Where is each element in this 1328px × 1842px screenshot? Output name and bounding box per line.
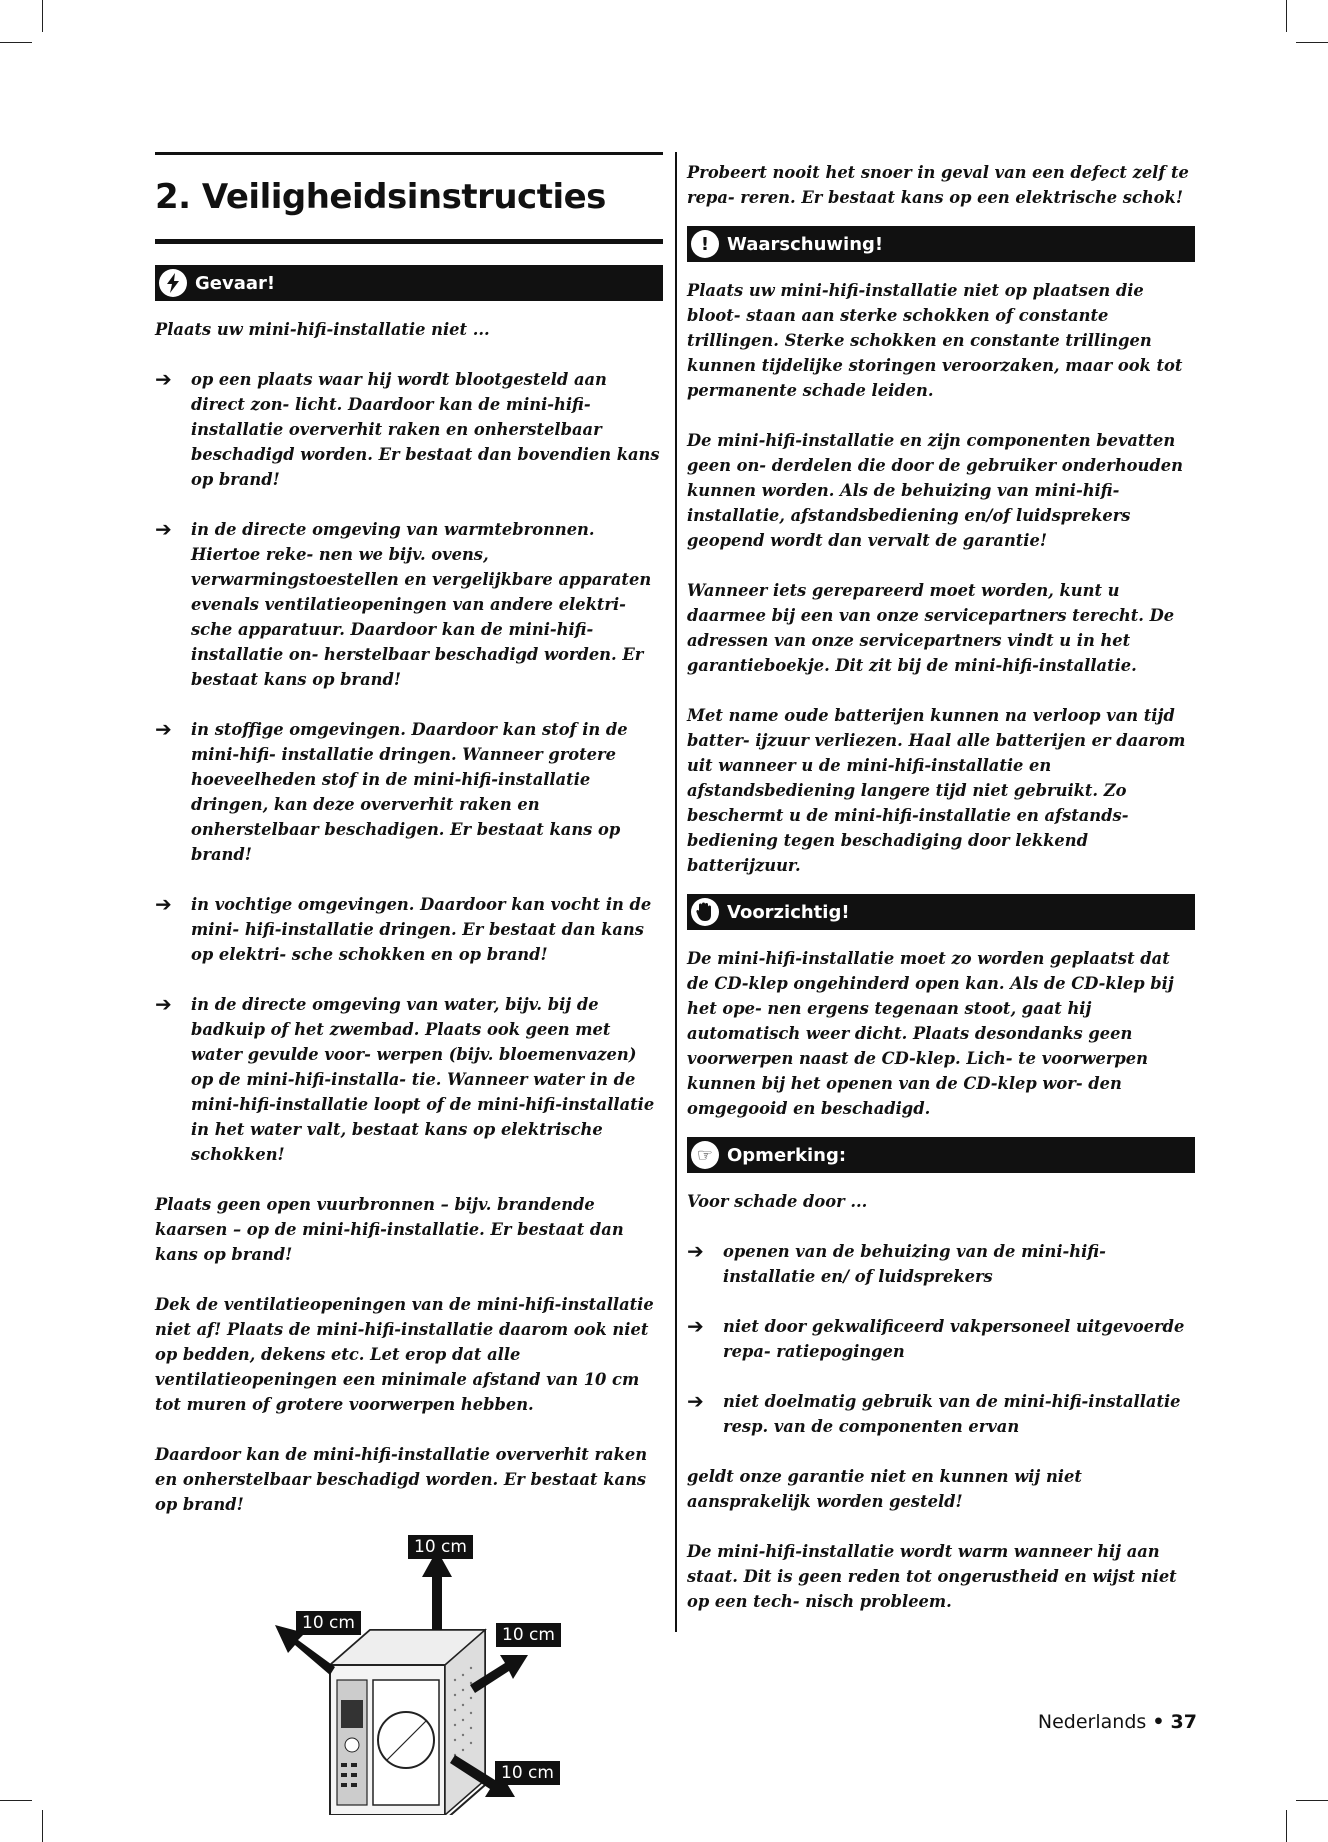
clearance-label-top: 10 cm <box>408 1535 473 1559</box>
warning-paragraph: Met name oude batterijen kunnen na verloop van tijd batter- ijzuur verliezen. Haal alle batterijen er daarom uit wanneer u de mini-hifi-installatie en afstandsbediening langere tijd niet gebruikt. Zo beschermt u de mini-hifi-installatie en afstands- bediening tegen beschadiging door lekkend batterijzuur. <box>687 706 1186 875</box>
note-paragraph: De mini-hifi-installatie wordt warm wanneer hij aan staat. Dit is geen reden tot ongerustheid en wijst niet op een tech- nisch probleem. <box>687 1542 1177 1611</box>
arrow-icon: ➔ <box>687 1314 704 1338</box>
ventilation-clearance-figure <box>155 1535 663 1815</box>
crop-mark <box>1296 42 1328 43</box>
heading-rule-top <box>155 152 663 155</box>
warning-paragraph: De mini-hifi-installatie en zijn componenten bevatten geen on- derdelen die door de gebruiker onderhouden kunnen worden. Als de behuizing van mini-hifi-installatie, afstandsbediening en/of luidsprekers geopend wordt dan vervalt de garantie! <box>687 431 1183 550</box>
danger-paragraph: Dek de ventilatieopeningen van de mini-hifi-installatie niet af! Plaats de mini-hifi-installatie daarom ook niet op bedden, dekens etc. Let erop dat alle ventilatieopeningen een minimale afstand van 10 cm tot muren of grotere voorwerpen hebben. <box>155 1295 654 1414</box>
list-item: ➔ openen van de behuizing van de mini-hifi-installatie en/ of luidsprekers <box>687 1239 1195 1289</box>
danger-intro: Plaats uw mini-hifi-installatie niet ... <box>155 320 490 339</box>
cord-repair-warning: Probeert nooit het snoer in geval van een defect zelf te repa- reren. Er bestaat kans op een elektrische schok! <box>687 163 1189 207</box>
list-item: ➔ in vochtige omgevingen. Daardoor kan vocht in de mini- hifi-installatie dringen. Er bestaat dan kans op elektri- sche schokken en op brand! <box>155 892 663 967</box>
pointing-hand-icon: ☞ <box>691 1141 719 1169</box>
note-paragraph: geldt onze garantie niet en kunnen wij niet aansprakelijk worden gesteld! <box>687 1467 1082 1511</box>
clearance-label-left: 10 cm <box>296 1611 361 1635</box>
arrow-icon: ➔ <box>155 992 172 1016</box>
footer-separator: • <box>1152 1711 1165 1733</box>
danger-paragraph: Plaats geen open vuurbronnen – bijv. brandende kaarsen – op de mini-hifi-installatie. Er bestaat dan kans op brand! <box>155 1195 624 1264</box>
clearance-label-right: 10 cm <box>496 1623 561 1647</box>
arrow-icon: ➔ <box>687 1239 704 1263</box>
page-title: 2. Veiligheidsinstructies <box>155 177 606 217</box>
column-divider <box>675 152 677 1632</box>
lightning-icon <box>159 269 187 297</box>
crop-mark <box>1296 1800 1328 1801</box>
exclamation-icon: ! <box>691 230 719 258</box>
danger-banner <box>155 265 663 301</box>
device-illustration <box>155 1535 663 1815</box>
note-intro: Voor schade door ... <box>687 1192 868 1211</box>
page-number: 37 <box>1170 1711 1197 1733</box>
warning-banner <box>687 226 1195 262</box>
crop-mark <box>0 1800 32 1801</box>
arrow-icon: ➔ <box>155 517 172 541</box>
list-item: ➔ op een plaats waar hij wordt blootgesteld aan direct zon- licht. Daardoor kan de mini-hifi-installatie oververhit raken en onherstelbaar beschadigd worden. Er bestaat dan bovendien kans op brand! <box>155 367 663 492</box>
footer-language: Nederlands <box>1037 1711 1147 1733</box>
list-item: ➔ in stoffige omgevingen. Daardoor kan stof in de mini-hifi- installatie dringen. Wanneer grotere hoeveelheden stof in de mini-hifi-installatie dringen, kan deze oververhit raken en onherstelbaar beschadigen. Er bestaat kans op brand! <box>155 717 663 867</box>
danger-paragraph: Daardoor kan de mini-hifi-installatie oververhit raken en onherstelbaar beschadigd worden. Er bestaat kans op brand! <box>155 1445 648 1514</box>
arrow-icon: ➔ <box>155 717 172 741</box>
page-footer <box>1038 1711 1197 1733</box>
arrow-icon: ➔ <box>155 892 172 916</box>
note-label: Opmerking: <box>727 1144 847 1166</box>
crop-mark <box>0 42 32 43</box>
note-banner <box>687 1137 1195 1173</box>
crop-mark <box>42 1810 43 1842</box>
list-item: ➔ in de directe omgeving van warmtebronnen. Hiertoe reke- nen we bijv. ovens, verwarmingstoestellen en vergelijkbare apparaten evenals ventilatieopeningen van andere elektri- sche apparatuur. Daardoor kan de mini-hifi-installatie on- herstelbaar beschadigd worden. Er bestaat kans op brand! <box>155 517 663 692</box>
crop-mark <box>1286 1810 1287 1842</box>
caution-banner <box>687 894 1195 930</box>
warning-label: Waarschuwing! <box>727 233 884 255</box>
list-item: ➔ niet door gekwalificeerd vakpersoneel uitgevoerde repa- ratiepogingen <box>687 1314 1195 1364</box>
caution-paragraph: De mini-hifi-installatie moet zo worden geplaatst dat de CD-klep ongehinderd open kan. Als de CD-klep bij het ope- nen ergens tegenaan stoot, gaat hij automatisch weer dicht. Plaats desondanks geen voorwerpen naast de CD-klep. Lich- te voorwerpen kunnen bij het openen van de CD-klep wor- den omgegooid en beschadigd. <box>687 949 1174 1118</box>
list-item: ➔ niet doelmatig gebruik van de mini-hifi-installatie resp. van de componenten ervan <box>687 1389 1195 1439</box>
arrow-icon: ➔ <box>155 367 172 391</box>
warning-paragraph: Wanneer iets gerepareerd moet worden, kunt u daarmee bij een van onze servicepartners terecht. De adressen van onze servicepartners vindt u in het garantieboekje. Dit zit bij de mini-hifi-installatie. <box>687 581 1175 675</box>
warning-paragraph: Plaats uw mini-hifi-installatie niet op plaatsen die bloot- staan aan sterke schokken of constante trillingen. Sterke schokken en constante trillingen kunnen tijdelijke storingen veroorzaken, maar ook tot permanente schade leiden. <box>687 281 1183 400</box>
crop-mark <box>1286 0 1287 32</box>
caution-label: Voorzichtig! <box>727 901 850 923</box>
clearance-label-bottom: 10 cm <box>495 1761 560 1785</box>
crop-mark <box>42 0 43 32</box>
danger-label: Gevaar! <box>195 272 276 294</box>
left-column <box>155 152 663 1815</box>
list-item: ➔ in de directe omgeving van water, bijv. bij de badkuip of het zwembad. Plaats ook geen met water gevulde voor- werpen (bijv. bloemenvazen) op de mini-hifi-installa- tie. Wanneer water in de mini-hifi-installatie loopt of de mini-hifi-installatie in het water valt, bestaat kans op elektrische schokken! <box>155 992 663 1167</box>
right-column <box>687 160 1195 1614</box>
hand-icon <box>691 898 719 926</box>
arrow-icon: ➔ <box>687 1389 704 1413</box>
